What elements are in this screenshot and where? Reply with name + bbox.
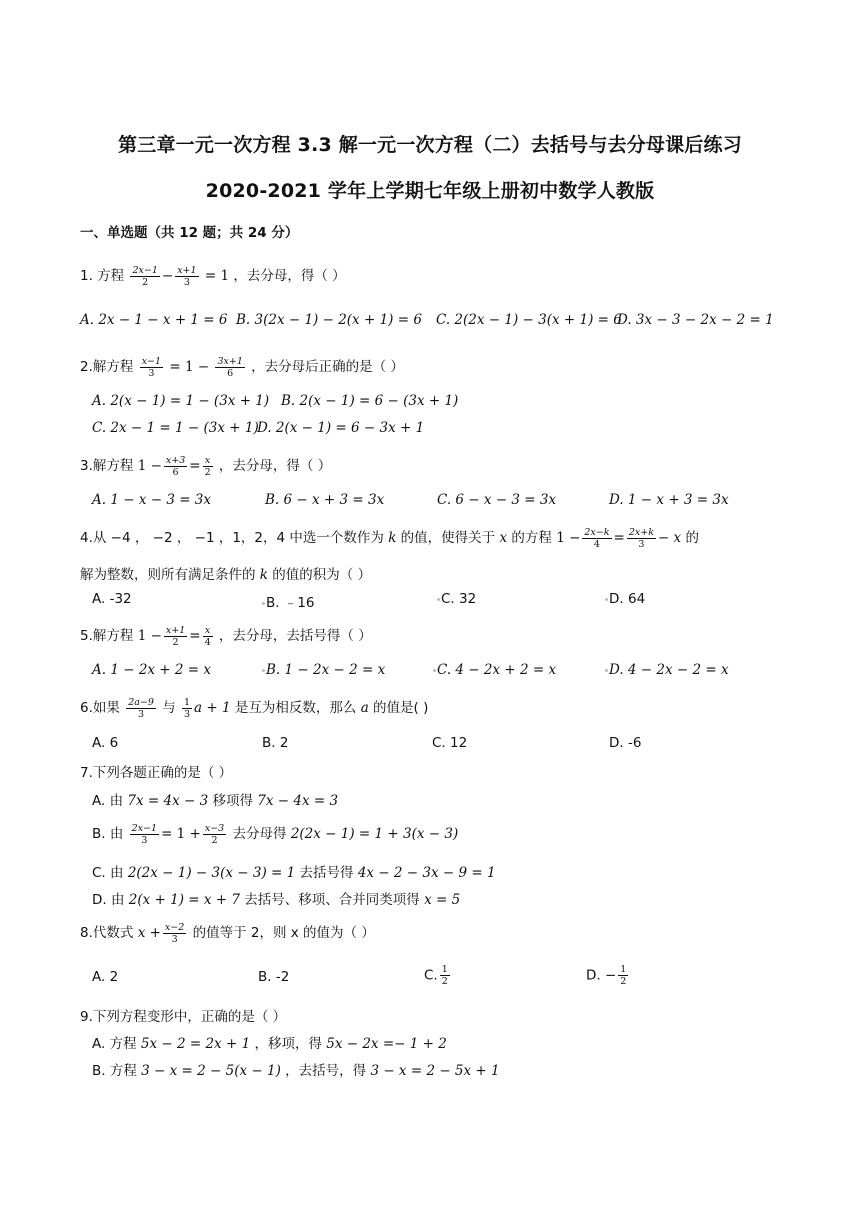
question-7-stem: 7.下列各题正确的是（ ） [80,765,233,781]
q5-option-a[interactable]: A. 1 − 2x + 2 = x [92,662,212,678]
q2-option-a[interactable]: A. 2(x − 1) = 1 − (3x + 1) [92,393,270,409]
q5-fraction-1: $\frac{x+1}{2}$ [165,624,186,648]
question-1-stem: 1. 方程 $\frac{2x-1}{2}$ − $\frac{x+1}{3}$ = 1 ，去分母，得（ ） [80,264,346,288]
q8-fraction: $\frac{x-2}{3}$ [164,921,185,945]
q7b-fraction-1: $\frac{2x-1}{3}$ [131,822,158,846]
question-5-stem: 5.解方程 1 − $\frac{x+1}{2}$ = $\frac{x}{4}$ ，去分母，去括号得（ ） [80,624,372,648]
q3-option-d[interactable]: D. 1 − x + 3 = 3x [609,492,729,508]
q7-option-b[interactable]: B. 由 $\frac{2x-1}{3}$ = 1 + $\frac{x-3}{2}$ 去分母得 2(2x − 1) = 1 + 3(x − 3) [92,822,459,846]
q8-option-c[interactable]: C. $\frac{1}{2}$ [424,964,448,987]
question-4-stem-line-1: 4.从 −4 ， −2 ， −1 ，1，2，4 中选一个数作为 k 的值，使得关于 x 的方程 1 − $\frac{2x-k}{4}$ = $\frac{2x+k}{3}$ − x 的 [80,526,699,550]
question-9-stem: 9.下列方程变形中，正确的是（ ） [80,1009,287,1025]
title-line-2: 2020-2021 学年上学期七年级上册初中数学人教版 [205,180,655,202]
q6-fraction-1: $\frac{2a-9}{3}$ [128,696,154,720]
q2-fraction-1: $\frac{x-1}{3}$ [141,355,162,379]
q6-option-c[interactable]: C. 12 [432,735,468,751]
bullet-dot-icon [433,669,436,672]
q8-option-d[interactable]: D. − $\frac{1}{2}$ [586,964,627,987]
q6-option-d[interactable]: D. -6 [609,735,642,751]
q7-option-d[interactable]: D. 由 2(x + 1) = x + 7 去括号、移项、合并同类项得 x = 5 [92,892,461,908]
q9-option-a[interactable]: A. 方程 5x − 2 = 2x + 1 ，移项，得 5x − 2x =− 1 + 2 [92,1036,447,1052]
question-4-stem-line-2: 解为整数，则所有满足条件的 k 的值的积为（ ） [80,567,372,583]
question-2-stem: 2.解方程 $\frac{x-1}{3}$ = 1 − $\frac{3x+1}{6}$ ，去分母后正确的是（ ） [80,355,404,379]
q4-option-c[interactable]: C. 32 [437,591,476,607]
q1-fraction-1: $\frac{2x-1}{2}$ [132,264,158,288]
q8-option-a[interactable]: A. 2 [92,969,119,985]
question-3-stem: 3.解方程 1 − $\frac{x+3}{6}$ = $\frac{x}{2}$ ，去分母，得（ ） [80,454,332,478]
q8-option-b[interactable]: B. -2 [258,969,290,985]
q4-fraction-1: $\frac{2x-k}{4}$ [584,526,610,550]
bullet-dot-icon [262,602,265,605]
q5-option-c[interactable]: C. 4 − 2x + 2 = x [433,662,556,678]
q5-option-d[interactable]: D. 4 − 2x − 2 = x [605,662,729,678]
q2-option-b[interactable]: B. 2(x − 1) = 6 − (3x + 1) [281,393,459,409]
q4-option-d[interactable]: D. 64 [605,591,645,607]
q3-option-b[interactable]: B. 6 − x + 3 = 3x [265,492,385,508]
question-6-stem: 6.如果 $\frac{2a-9}{3}$ 与 $\frac{1}{3}$ a + 1 是互为相反数，那么 a 的值是( ) [80,696,429,720]
q7-option-c[interactable]: C. 由 2(2x − 1) − 3(x − 3) = 1 去括号得 4x − 2 − 3x − 9 = 1 [92,865,496,881]
section-header: 一、单选题（共 12 题；共 24 分） [80,225,299,241]
q3-fraction-2: $\frac{x}{2}$ [204,454,211,478]
q8c-fraction: $\frac{1}{2}$ [441,964,448,987]
q1-fraction-2: $\frac{x+1}{3}$ [177,264,197,288]
q1-option-b[interactable]: B. 3(2x − 1) − 2(x + 1) = 6 [236,312,422,328]
q4-fraction-2: $\frac{2x+k}{3}$ [628,526,654,550]
q1-option-d[interactable]: D. 3x − 3 − 2x − 2 = 1 [617,312,774,328]
q6-fraction-2: $\frac{1}{3}$ [184,696,191,720]
bullet-dot-icon [437,598,440,601]
q3-fraction-1: $\frac{x+3}{6}$ [165,454,186,478]
q1-prefix: 1. 方程 [80,268,125,284]
bullet-dot-icon [262,669,265,672]
q3-option-a[interactable]: A. 1 − x − 3 = 3x [92,492,212,508]
q3-option-c[interactable]: C. 6 − x − 3 = 3x [437,492,557,508]
q9-option-b[interactable]: B. 方程 3 − x = 2 − 5(x − 1) ，去括号，得 3 − x = 2 − 5x + 1 [92,1063,500,1079]
bullet-dot-icon [605,598,608,601]
q5-option-b[interactable]: B. 1 − 2x − 2 = x [262,662,385,678]
q8d-fraction: $\frac{1}{2}$ [620,964,627,987]
q7b-fraction-2: $\frac{x-3}{2}$ [204,822,225,846]
q2-fraction-2: $\frac{3x+1}{6}$ [217,355,243,379]
q6-option-a[interactable]: A. 6 [92,735,119,751]
bullet-dot-icon [605,669,608,672]
q2-option-d[interactable]: D. 2(x − 1) = 6 − 3x + 1 [257,420,425,436]
q5-fraction-2: $\frac{x}{4}$ [204,624,211,648]
q4-option-a[interactable]: A. -32 [92,591,132,607]
q1-option-c[interactable]: C. 2(2x − 1) − 3(x + 1) = 6 [436,312,622,328]
q4-option-b[interactable]: B. ﹣16 [262,591,315,611]
question-8-stem: 8.代数式 x + $\frac{x-2}{3}$ 的值等于 2，则 x 的值为（ ） [80,921,375,945]
q1-option-a[interactable]: A. 2x − 1 − x + 1 = 6 [80,312,228,328]
q7-option-a[interactable]: A. 由 7x = 4x − 3 移项得 7x − 4x = 3 [92,793,339,809]
q2-option-c[interactable]: C. 2x − 1 = 1 − (3x + 1) [92,420,259,436]
q6-option-b[interactable]: B. 2 [262,735,289,751]
title-line-1: 第三章一元一次方程 3.3 解一元一次方程（二）去括号与去分母课后练习 [118,134,742,156]
